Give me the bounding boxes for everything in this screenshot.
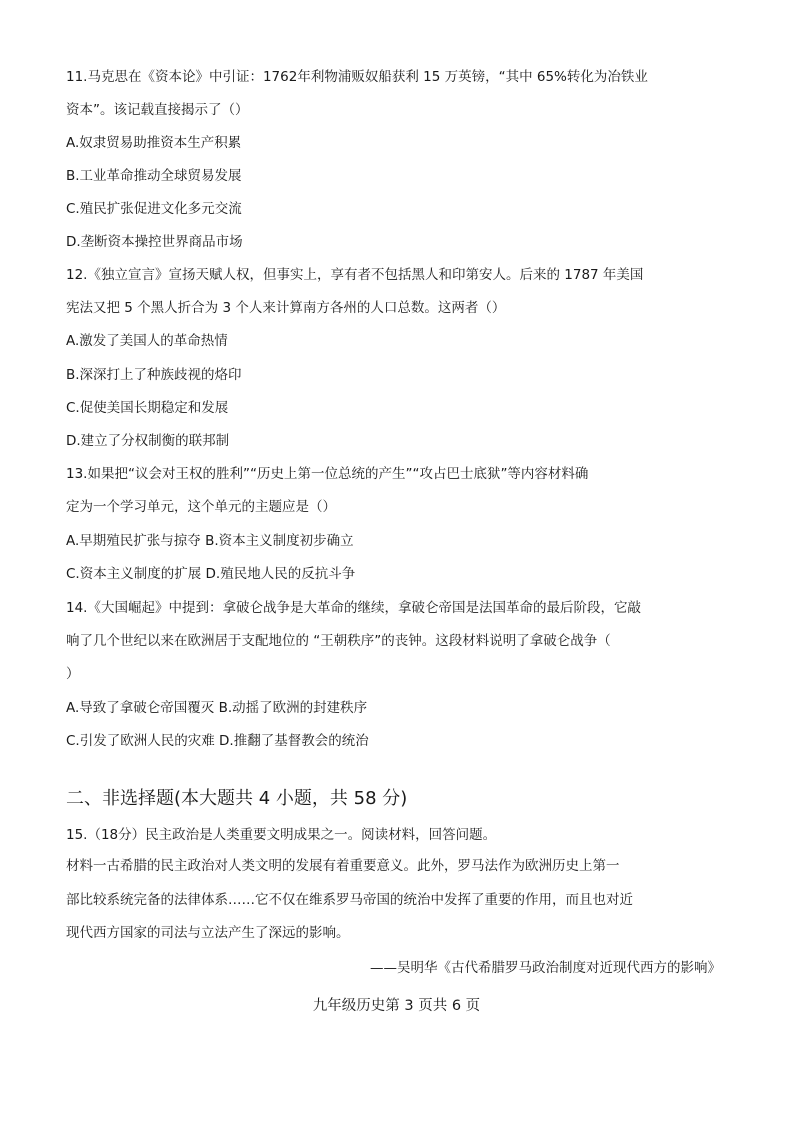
q15-material-line-3: 现代西方国家的司法与立法产生了深远的影响。: [66, 925, 350, 941]
q11-option-a: A.奴隶贸易助推资本生产积累: [66, 135, 242, 151]
section-title: 二、非选择题(本大题共 4 小题，共 58 分): [66, 788, 408, 809]
q13-options-cd: C.资本主义制度的扩展 D.殖民地人民的反抗斗争: [66, 566, 356, 582]
q15-source-citation: ——吴明华《古代希腊罗马政治制度对近现代西方的影响》: [370, 960, 721, 976]
q12-option-a: A.激发了美国人的革命热情: [66, 333, 228, 349]
page-footer: 九年级历史第 3 页共 6 页: [312, 998, 481, 1014]
q12-option-d: D.建立了分权制衡的联邦制: [66, 433, 230, 449]
q11-stem-line-1: 11.马克思在《资本论》中引证：1762年利物浦贩奴船获利 15 万英镑，“其中 65%转化为冶铁业: [66, 69, 648, 85]
q15-material-line-2: 部比较系统完备的法律体系……它不仅在维系罗马帝国的统治中发挥了重要的作用，而且也对近: [66, 892, 633, 908]
q12-stem-line-1: 12.《独立宣言》宣扬天赋人权，但事实上，享有者不包括黑人和印第安人。后来的 1787 年美国: [66, 267, 644, 283]
q12-option-b: B.深深打上了种族歧视的烙印: [66, 367, 242, 383]
q14-stem-line-1: 14.《大国崛起》中提到：拿破仑战争是大革命的继续，拿破仑帝国是法国革命的最后阶段，它敲: [66, 600, 641, 616]
q11-stem-line-2: 资本”。该记载直接揭示了（）: [66, 102, 249, 118]
q15-intro: 15.（18分）民主政治是人类重要文明成果之一。阅读材料，回答问题。: [66, 827, 497, 843]
q11-option-c: C.殖民扩张促进文化多元交流: [66, 201, 242, 217]
q14-stem-line-3: ）: [66, 666, 80, 682]
q14-stem-line-2: 响了几个世纪以来在欧洲居于支配地位的 “王朝秩序”的丧钟。这段材料说明了拿破仑战争（: [66, 633, 611, 649]
q12-stem-line-2: 宪法又把 5 个黑人折合为 3 个人来计算南方各州的人口总数。这两者（）: [66, 300, 506, 316]
q13-options-ab: A.早期殖民扩张与掠夺 B.资本主义制度初步确立: [66, 533, 354, 549]
q13-stem-line-2: 定为一个学习单元，这个单元的主题应是（）: [66, 499, 336, 515]
q12-option-c: C.促使美国长期稳定和发展: [66, 400, 229, 416]
q11-option-d: D.垄断资本操控世界商品市场: [66, 234, 243, 250]
q11-option-b: B.工业革命推动全球贸易发展: [66, 168, 242, 184]
q15-material-line-1: 材料一古希腊的民主政治对人类文明的发展有着重要意义。此外，罗马法作为欧洲历史上第一: [66, 858, 620, 874]
q14-options-ab: A.导致了拿破仑帝国覆灭 B.动摇了欧洲的封建秩序: [66, 700, 368, 716]
q13-stem-line-1: 13.如果把“议会对王权的胜利”“历史上第一位总统的产生”“攻占巴士底狱”等内容材料确: [66, 466, 589, 482]
q14-options-cd: C.引发了欧洲人民的灾难 D.推翻了基督教会的统治: [66, 733, 369, 749]
